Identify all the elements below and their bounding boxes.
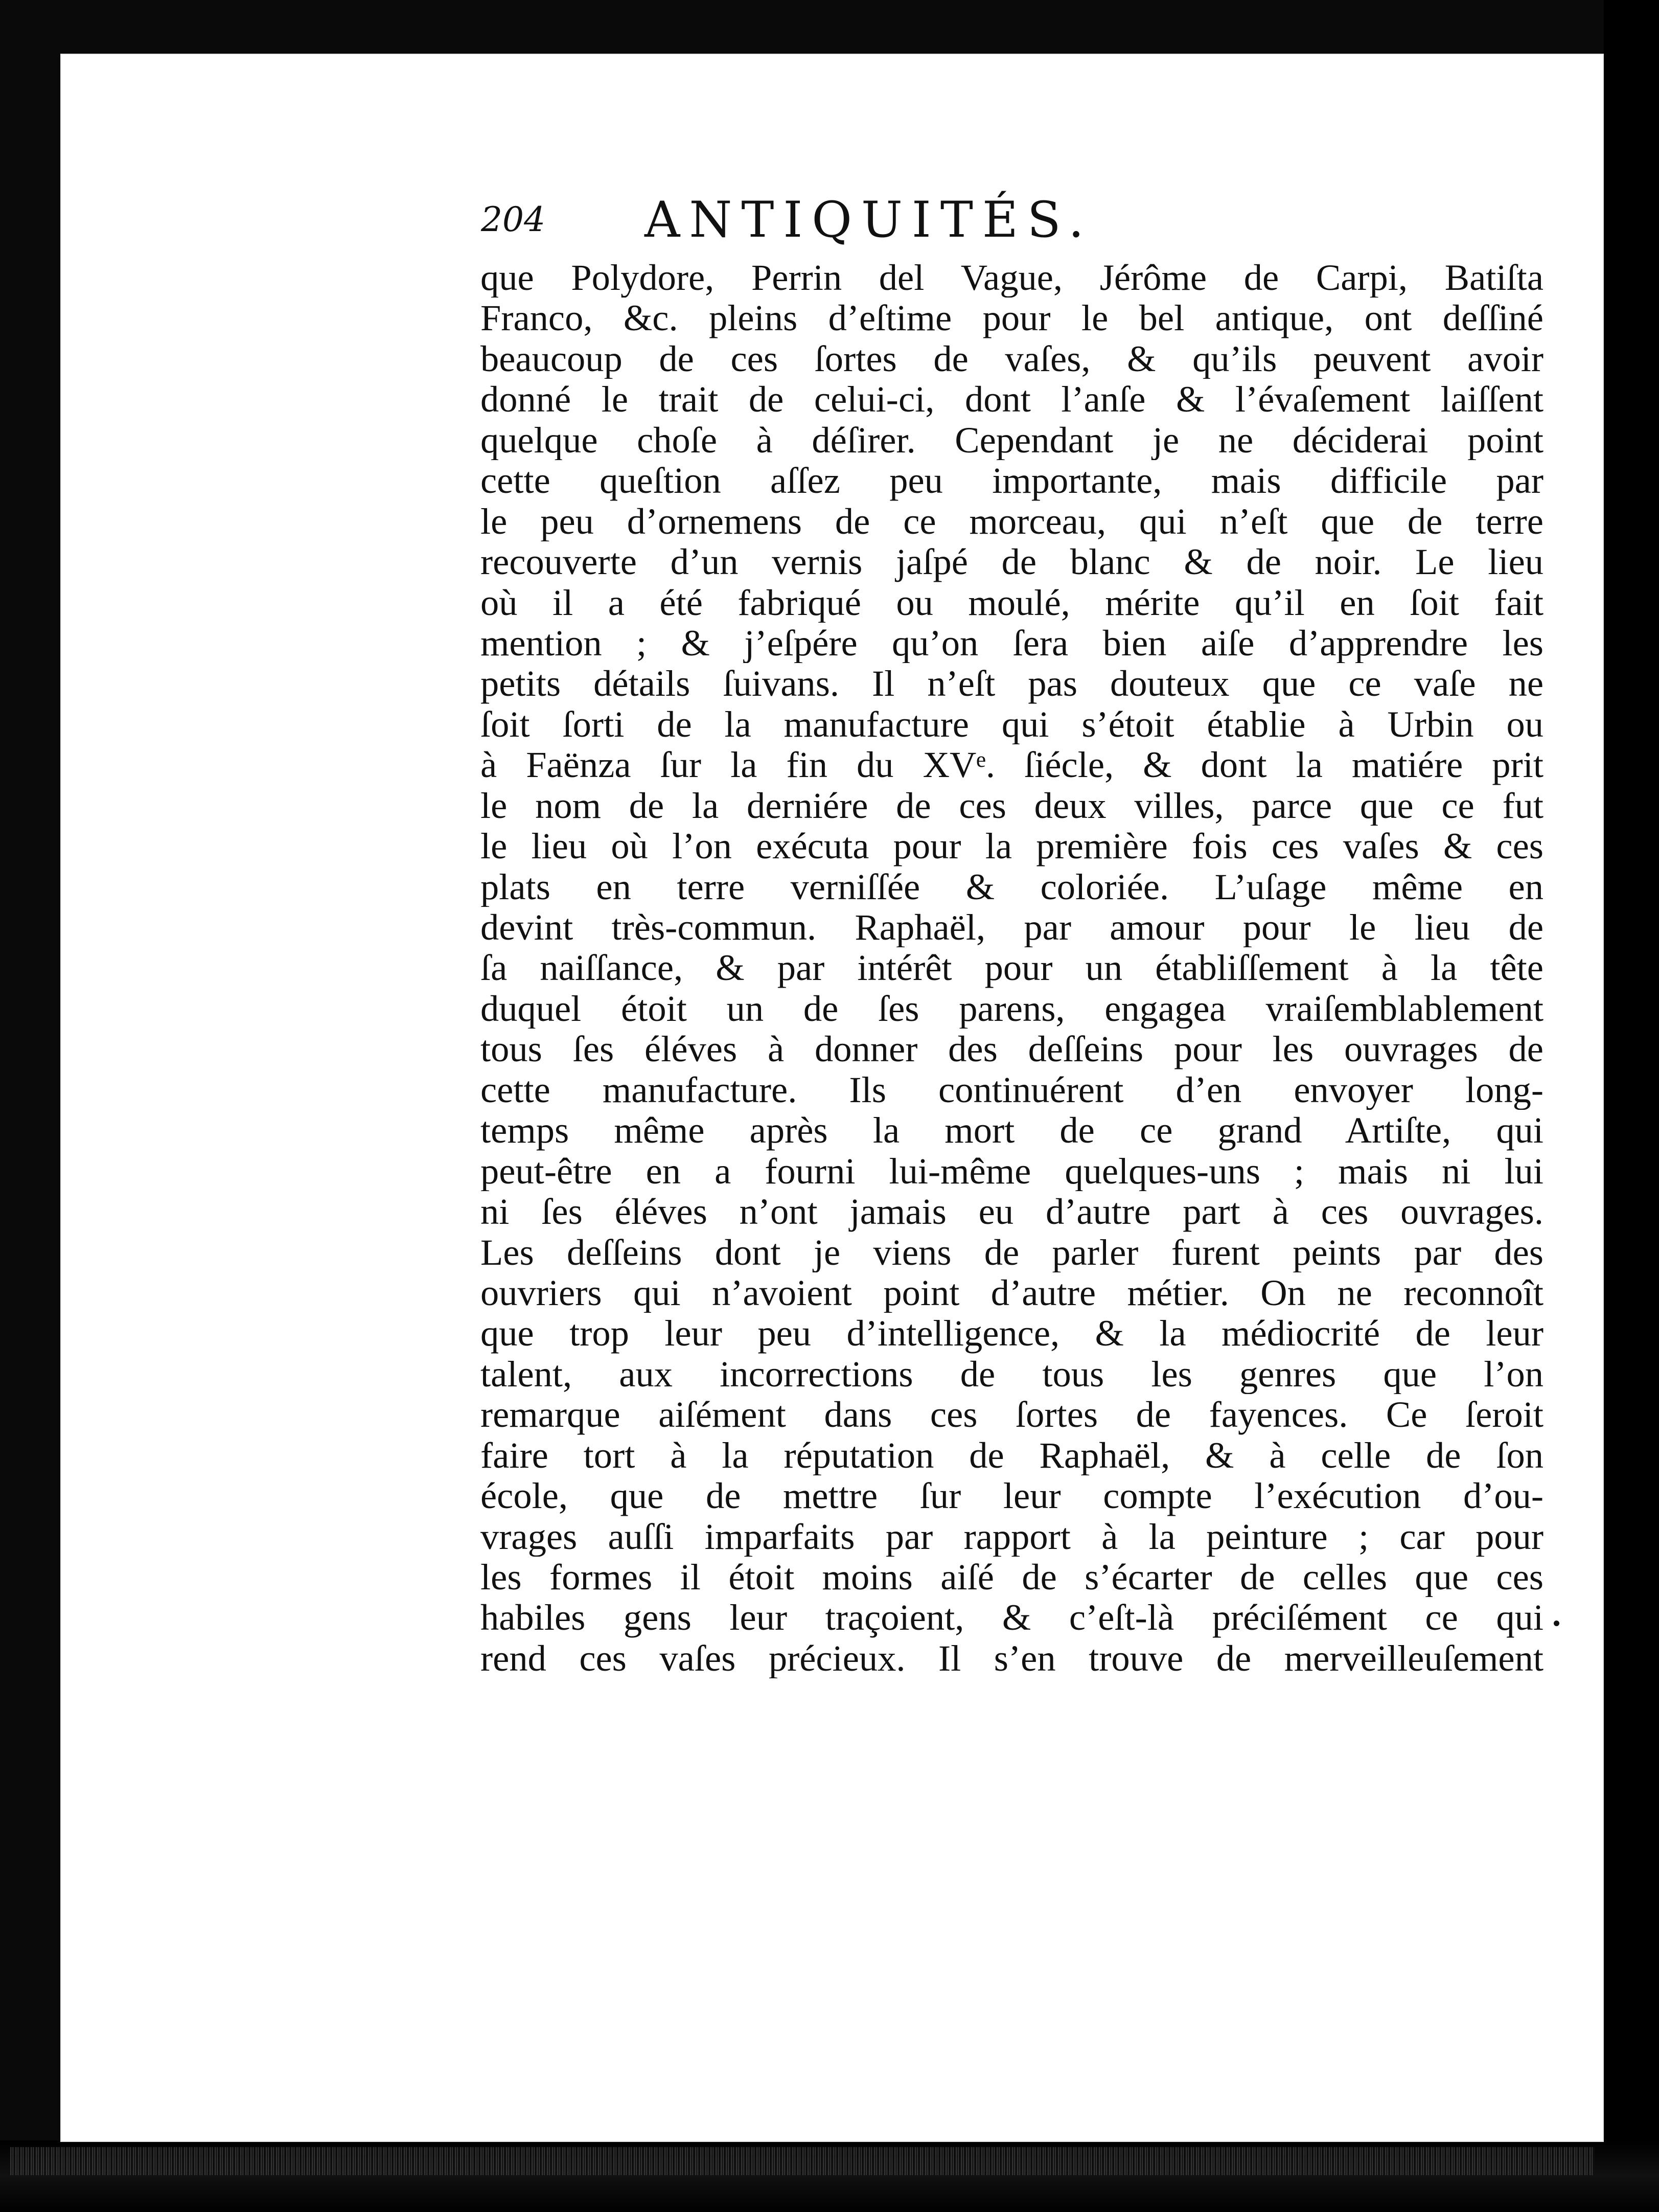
text-line: les formes il étoit moins aiſé de s’écarter de celles que ces bbox=[480, 1557, 1543, 1598]
text-line: cette queſtion aſſez peu importante, mais difficile par bbox=[480, 460, 1543, 501]
text-line: le peu d’ornemens de ce morceau, qui n’eſt que de terre bbox=[480, 500, 1543, 542]
text-line: cette manufacture. Ils continuérent d’en envoyer long- bbox=[480, 1069, 1543, 1110]
text-line: beaucoup de ces ſortes de vaſes, & qu’ils peuvent avoir bbox=[480, 338, 1543, 379]
text-line: que Polydore, Perrin del Vague, Jérôme de Carpi, Batiſta bbox=[480, 257, 1543, 298]
text-line: le nom de la derniére de ces deux villes, parce que ce fut bbox=[480, 785, 1543, 826]
running-title: ANTIQUITÉS. bbox=[644, 191, 1093, 248]
text-line: petits détails ſuivans. Il n’eſt pas douteux que ce vaſe ne bbox=[480, 663, 1543, 704]
text-line: quelque choſe à déſirer. Cependant je ne déciderai point bbox=[480, 419, 1543, 461]
text-line: talent, aux incorrections de tous les genres que l’on bbox=[480, 1353, 1543, 1395]
text-line: ſoit ſorti de la manufacture qui s’étoit établie à Urbin ou bbox=[480, 703, 1543, 745]
text-line: recouverte d’un vernis jaſpé de blanc & de noir. Le lieu bbox=[480, 541, 1543, 582]
text-line: ni ſes éléves n’ont jamais eu d’autre part à ces ouvrages. bbox=[480, 1191, 1543, 1232]
text-line: ouvriers qui n’avoient point d’autre métier. On ne reconnoît bbox=[480, 1272, 1543, 1313]
text-line: plats en terre verniſſée & coloriée. L’uſage même en bbox=[480, 866, 1543, 907]
text-line: peut-être en a fourni lui-même quelques-uns ; mais ni lui bbox=[480, 1150, 1543, 1192]
scan-noise-strip bbox=[10, 2147, 1595, 2175]
text-line: faire tort à la réputation de Raphaël, & à celle de ſon bbox=[480, 1434, 1543, 1476]
body-text bbox=[480, 257, 1543, 1678]
text-line: habiles gens leur traçoient, & c’eſt-là préciſément ce qui bbox=[480, 1597, 1543, 1638]
text-line: vrages auſſi imparfaits par rapport à la peinture ; car pour bbox=[480, 1516, 1543, 1557]
ink-speck bbox=[1554, 1621, 1559, 1626]
text-line: temps même après la mort de ce grand Artiſte, qui bbox=[480, 1110, 1543, 1151]
text-line: donné le trait de celui-ci, dont l’anſe & l’évaſement laiſſent bbox=[480, 379, 1543, 420]
text-line: Franco, &c. pleins d’eſtime pour le bel antique, ont deſſiné bbox=[480, 298, 1543, 338]
text-line: que trop leur peu d’intelligence, & la médiocrité de leur bbox=[480, 1313, 1543, 1354]
text-line: ſa naiſſance, & par intérêt pour un établiſſement à la tête bbox=[480, 947, 1543, 988]
text-line: le lieu où l’on exécuta pour la première fois ces vaſes & ces bbox=[480, 826, 1543, 866]
scan-right-edge bbox=[1604, 0, 1659, 2212]
text-line: tous ſes éléves à donner des deſſeins pour les ouvrages de bbox=[480, 1029, 1543, 1069]
page-header bbox=[481, 148, 1161, 248]
text-line: à Faënza ſur la fin du XVᵉ. ſiécle, & dont la matiére prit bbox=[480, 744, 1543, 785]
text-line: rend ces vaſes précieux. Il s’en trouve de merveilleuſement bbox=[480, 1637, 1543, 1679]
text-line: devint très-commun. Raphaël, par amour pour le lieu de bbox=[480, 907, 1543, 948]
text-line: Les deſſeins dont je viens de parler furent peints par des bbox=[480, 1232, 1543, 1272]
text-line: où il a été fabriqué ou moulé, mérite qu’il en ſoit fait bbox=[480, 582, 1543, 623]
text-line: remarque aiſément dans ces ſortes de fayences. Ce ſeroit bbox=[480, 1394, 1543, 1435]
text-line: école, que de mettre ſur leur compte l’exécution d’ou- bbox=[480, 1475, 1543, 1516]
page-number: 204 bbox=[481, 200, 545, 239]
text-line: duquel étoit un de ſes parens, engagea vraiſemblablement bbox=[480, 988, 1543, 1029]
text-line: mention ; & j’eſpére qu’on ſera bien aiſe d’apprendre les bbox=[480, 622, 1543, 664]
